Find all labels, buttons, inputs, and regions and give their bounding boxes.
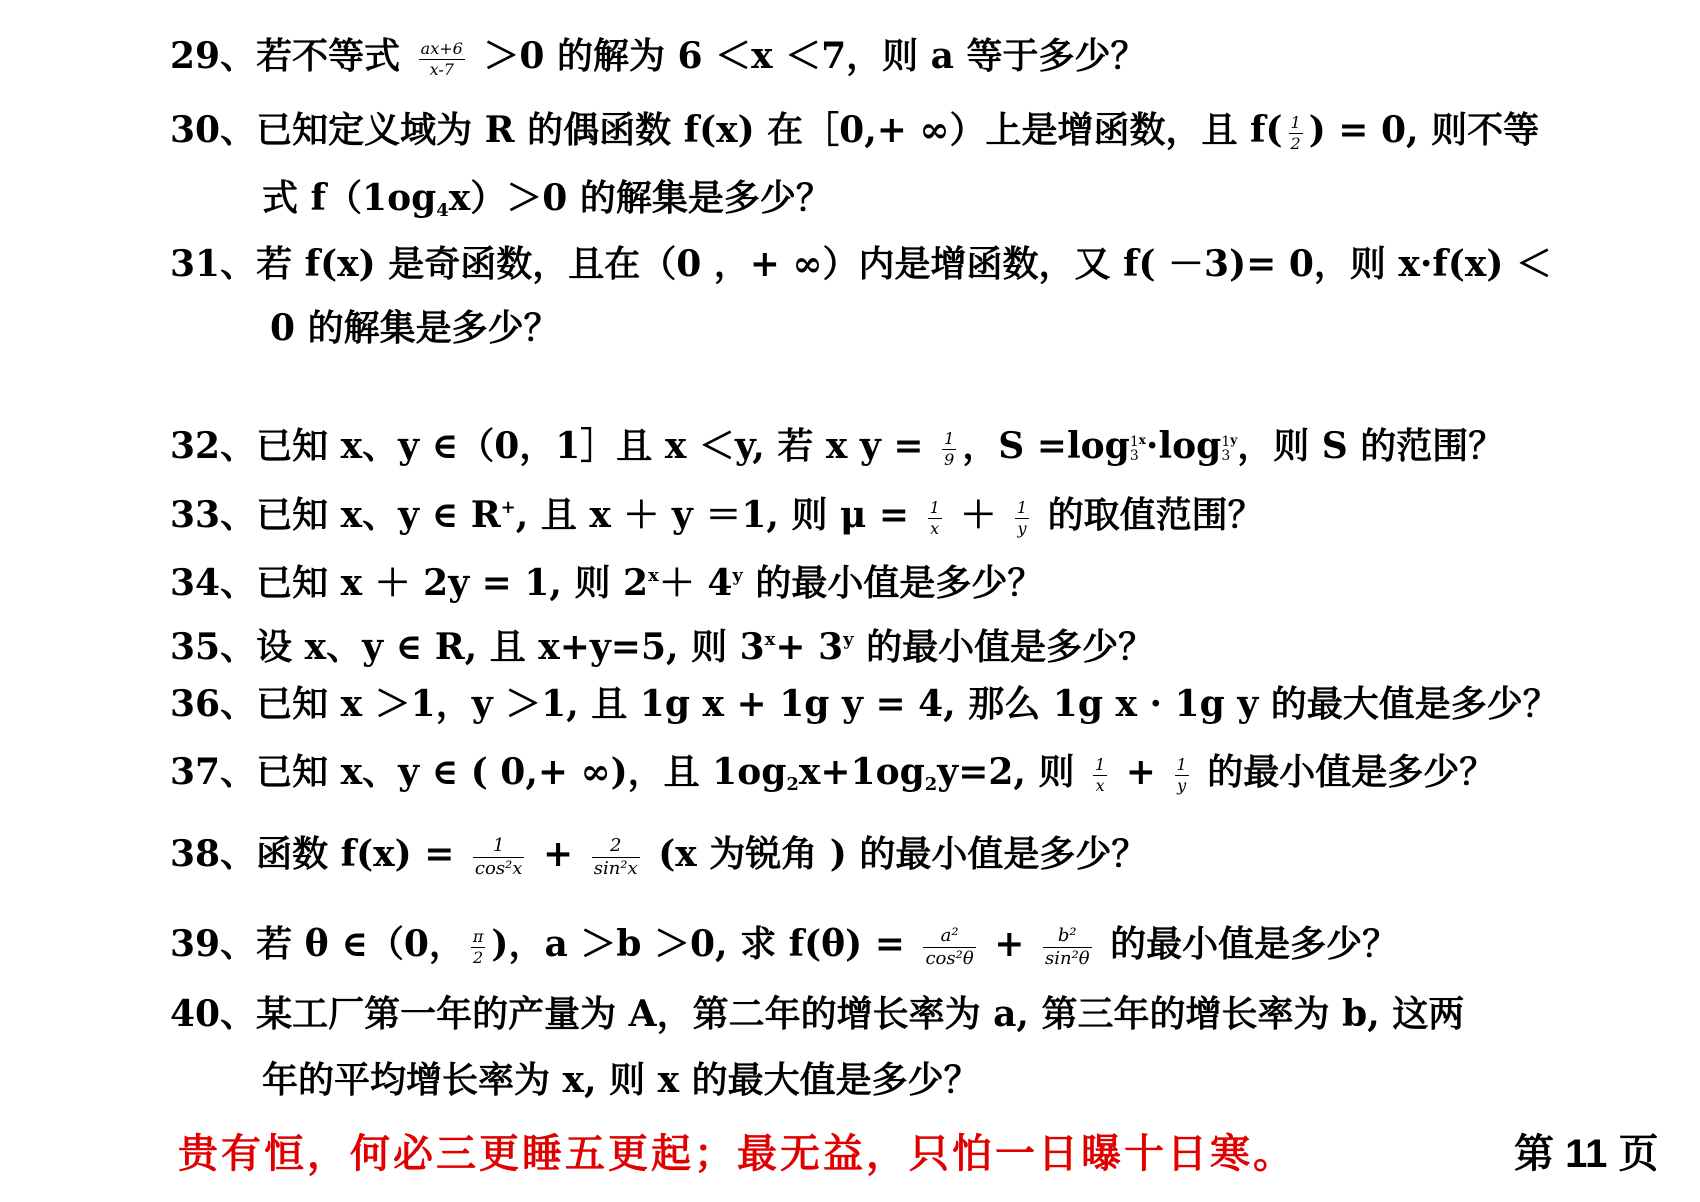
fraction: $\frac{1}{2}$ (1290, 112, 1301, 153)
fraction: $\frac{\pi}{2}$ (472, 926, 484, 967)
fraction: $\frac{\text{b²}}{\text{sin²θ}}$ (1044, 924, 1090, 969)
question-40-line2: 年的平均增长率为 x, 则 x 的最大值是多少？ (262, 1059, 980, 1101)
fraction: $\frac{1}{y}$ (1176, 754, 1187, 795)
fraction: $\frac{1}{9}$ (944, 428, 955, 469)
fraction: $\frac{1}{\text{cos²x}}$ (474, 834, 523, 879)
question-33: 33、已知 x、y ∈ R+, 且 x ＋ y ＝1, 则 μ = $\frac{1}{x}$ ＋ $\frac{1}{y}$ 的取值范围？ (170, 494, 1264, 538)
fraction: $\frac{1}{y}$ (1016, 497, 1028, 538)
question-31: 31、若 f(x) 是奇函数，且在（0 ，+ ∞）内是增函数，又 f( －3)= 0，则 x·f(x) ＜ (170, 243, 1552, 285)
log-base: 1 3 (1129, 434, 1139, 464)
question-40: 40、某工厂第一年的产量为 A，第二年的增长率为 a, 第三年的增长率为 b, 这两 (170, 993, 1465, 1035)
fraction: $\frac{1}{x}$ (1095, 754, 1106, 795)
fraction: $\frac{ax+6}{x-7}$ (420, 38, 463, 79)
question-39: 39、若 θ ∈（0， $\frac{\pi}{2}$ )，a ＞b ＞0, 求 f(θ) = $\frac{\text{a²}}{\text{cos²θ}}$ + $\frac{\text{b²}}{\text{sin²θ}}$ 的最小值是多少？ (170, 923, 1399, 969)
question-30-line2: 式 $f(1og_4x)>0$ 的解集是多少？ (262, 177, 832, 221)
fraction: $\frac{\text{a²}}{\text{cos²θ}}$ (925, 924, 974, 969)
question-38: 38、函数 f(x) = $\frac{1}{\text{cos²x}}$ + $\frac{2}{\text{sin²x}}$ (x 为锐角 ) 的最小值是多少？ (170, 833, 1148, 879)
question-34: 34、已知 x ＋ 2y = 1, 则 $2^x+ 4^y$ 的最小值是多少？ (170, 562, 1044, 604)
motto-text: 贵有恒，何必三更睡五更起；最无益，只怕一日曝十日寒。 (178, 1130, 1296, 1177)
question-35: 35、设 x、y ∈ R, 且 x+y=5, 则 $3^x+ 3^y$ 的最小值是多少？ (170, 626, 1155, 668)
question-36: 36、已知 x ＞1，y ＞1, 且 1g x + 1g y = 4, 那么 1g x · 1g y 的最大值是多少？ (170, 683, 1559, 725)
question-30: 30、已知定义域为 R 的偶函数 f(x) 在［0,+ ∞）上是增函数，且 f( $\frac{1}{2}$ ) = 0, 则不等 (170, 109, 1540, 153)
question-31-line2: 0 的解集是多少？ (270, 307, 560, 349)
log-base: 1 3 (1221, 434, 1231, 464)
question-32: 32、已知 x、y ∈（0，1］且 x ＜y, 若 x y = $\frac{1}{9}$ ，S =log 1 3 $^x$·log 1 3 $^y$，则 S 的范围？ (170, 425, 1505, 469)
fraction: $\frac{2}{\text{sin²x}}$ (593, 834, 638, 879)
question-37: 37、已知 x、y ∈ ( 0,+ ∞)，且 $1og_2x+1og_2y=2$, 则 $\frac{1}{x}$ + $\frac{1}{y}$ 的最小值是多少？ (170, 751, 1496, 795)
question-29: 29、若不等式 $\frac{ax+6}{x-7}$ ＞0 的解为 6 ＜x ＜7，则 a 等于多少？ (170, 35, 1147, 79)
fraction: $\frac{1}{x}$ (929, 497, 940, 538)
page-number: 第 11 页 (1514, 1132, 1659, 1176)
